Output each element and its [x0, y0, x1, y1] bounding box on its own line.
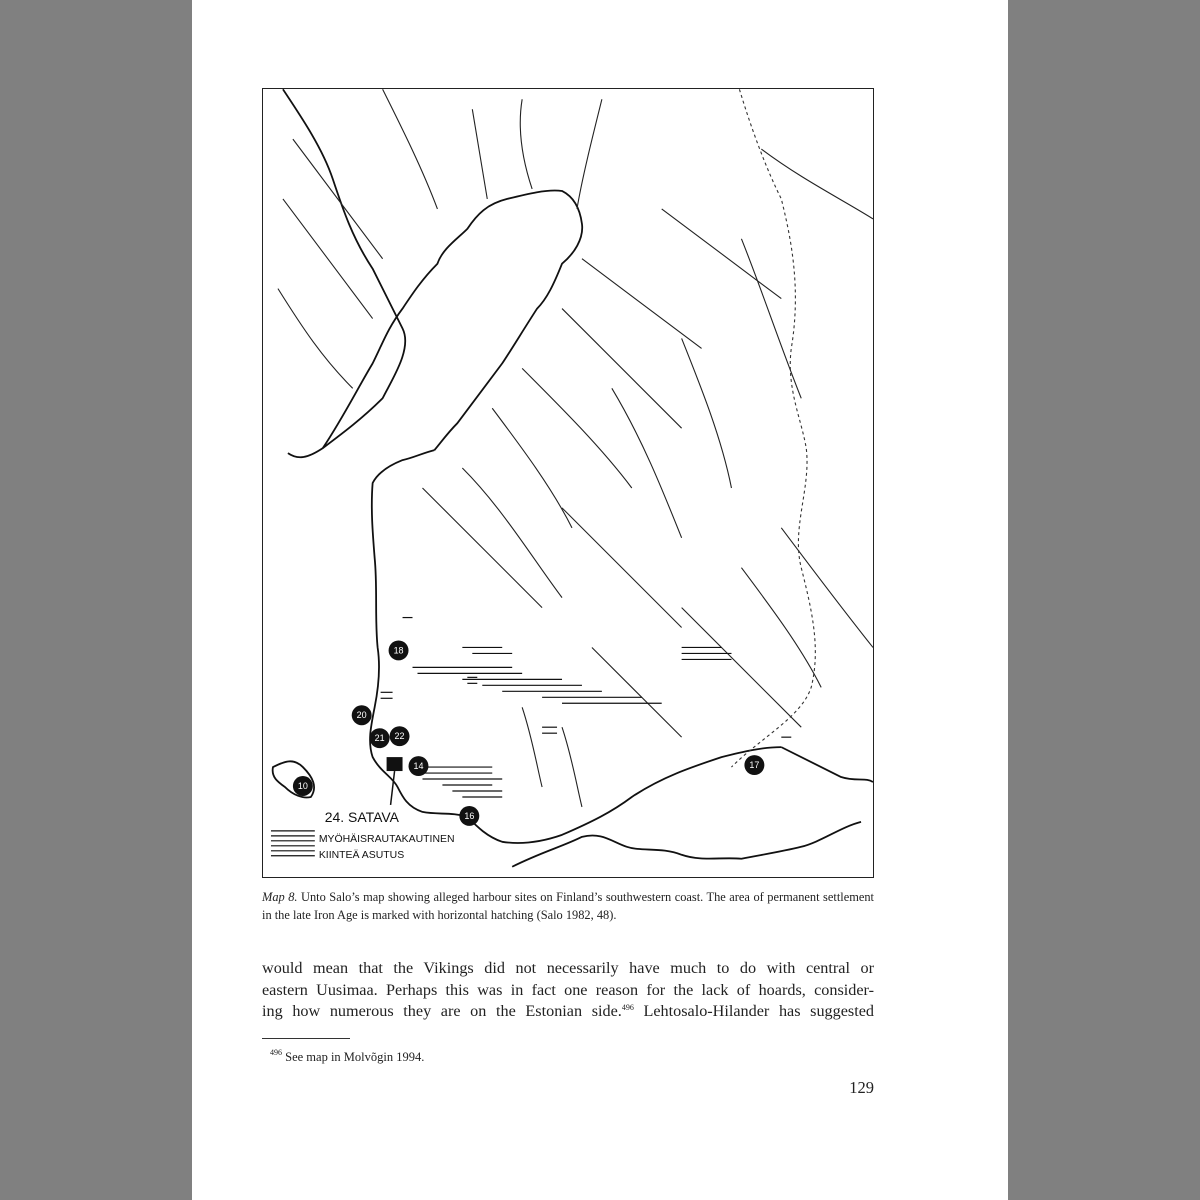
- body-line-text: ing how numerous they are on the Estonian side.: [262, 1002, 622, 1020]
- coastline-estonia: [512, 822, 861, 867]
- site-marker-17[interactable]: [744, 755, 764, 775]
- footnote-divider: [262, 1038, 350, 1039]
- footnote-number: 496: [270, 1048, 282, 1057]
- coastline-sweden: [283, 89, 405, 457]
- site-marker-21[interactable]: [370, 728, 390, 748]
- svg-text:18: 18: [393, 645, 404, 656]
- satava-pointer: [391, 771, 395, 805]
- site-marker-10[interactable]: [293, 776, 313, 796]
- map-figure: [262, 88, 874, 878]
- site-marker-24-satava[interactable]: [387, 757, 403, 771]
- body-line: eastern Uusimaa. Perhaps this was in fact one reason for the lack of hoards, consider-: [262, 980, 874, 999]
- satava-label: 24. SATAVA: [324, 808, 399, 825]
- coastline-west: [370, 450, 781, 843]
- legend-line-1: MYÖHÄISRAUTAKAUTINEN: [318, 833, 455, 845]
- body-line-text: Lehtosalo-Hilander has suggested: [633, 1002, 874, 1020]
- body-line: would mean that the Vikings did not necessarily have much to do with central or: [262, 959, 874, 977]
- national-border: [731, 89, 815, 767]
- svg-text:20: 20: [356, 710, 367, 721]
- site-marker-16[interactable]: [459, 806, 479, 826]
- finland-map: [263, 89, 873, 877]
- body-line: [262, 1001, 874, 1023]
- svg-text:22: 22: [394, 731, 405, 742]
- footnote-reference[interactable]: 496: [621, 1003, 634, 1012]
- svg-text:14: 14: [413, 761, 424, 772]
- rivers: [278, 89, 873, 807]
- figure-caption: [262, 888, 874, 924]
- book-page: [192, 0, 1008, 1200]
- caption-text: Unto Salo’s map showing alleged harbour sites on Finland’s southwestern coast. The area of permanent settlement in the late Iron Age is marked with horizontal hatching (Salo 1982, 48).: [262, 890, 874, 922]
- settlement-hatching: [381, 618, 792, 797]
- svg-text:17: 17: [749, 760, 760, 771]
- legend-hatch-swatch: [271, 831, 315, 856]
- map-legend: [271, 831, 455, 861]
- svg-text:16: 16: [464, 810, 475, 821]
- site-marker-22[interactable]: [390, 726, 410, 746]
- footnote: [270, 1050, 424, 1065]
- site-marker-18[interactable]: [389, 640, 409, 660]
- svg-text:10: 10: [297, 781, 308, 792]
- svg-text:21: 21: [374, 733, 385, 744]
- coastline-gulf-east: [781, 747, 873, 782]
- coastline-north: [323, 191, 582, 451]
- body-paragraph: [262, 958, 874, 1023]
- legend-line-2: KIINTEÄ ASUTUS: [318, 849, 405, 861]
- caption-label: Map 8.: [262, 890, 298, 904]
- page-number: 129: [849, 1078, 874, 1097]
- site-marker-14[interactable]: [409, 756, 429, 776]
- site-marker-20[interactable]: [352, 705, 372, 725]
- footnote-text: See map in Molvõgin 1994.: [282, 1050, 425, 1064]
